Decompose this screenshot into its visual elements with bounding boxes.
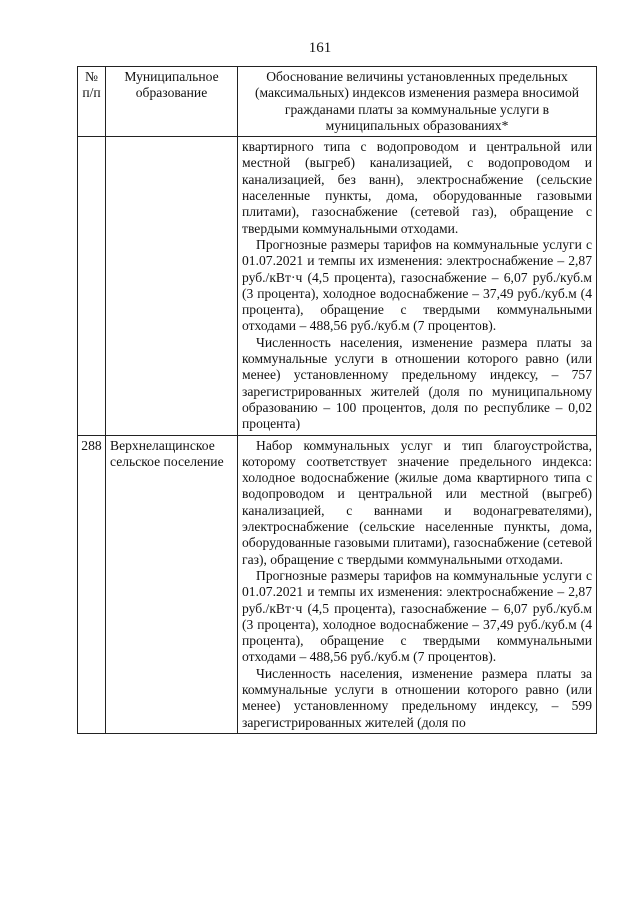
row-number: 288 <box>78 435 106 733</box>
header-justification: Обоснование величины установленных предельных (максимальных) индексов изменения размера вносимой гражданами платы за коммунальные услуги в муниципальных образованиях* <box>238 67 597 137</box>
row-number <box>78 137 106 435</box>
table-row <box>78 137 597 435</box>
table-header-row <box>78 67 597 137</box>
row-municipality: Верхнелащинское сельское поселение <box>106 435 238 733</box>
tariff-index-table <box>77 66 597 734</box>
justification-paragraph: Набор коммунальных услуг и тип благоустройства, которому соответствует значение предельного индекса: холодное водоснабжение (жилые дома квартирного типа с водопроводом и центральной или местной (выгреб) канализацией, с ваннами и водонагревателями), электроснабжение (сельские населенные пункты, дома, оборудованные газовыми плитами), газоснабжение (сетевой газ), обращение с твердыми коммунальными отходами. <box>242 437 592 567</box>
justification-paragraph: квартирного типа с водопроводом и центральной или местной (выгреб) канализацией, с водопроводом и канализацией, без ванн), электроснабжение (сельские населенные пункты, дома, оборудованные газовыми плитами), газоснабжение (сетевой газ), обращение с твердыми коммунальными отходами. <box>242 139 592 236</box>
header-number: № п/п <box>78 67 106 137</box>
justification-paragraph: Прогнозные размеры тарифов на коммунальные услуги с 01.07.2021 и темпы их изменения: электроснабжение – 2,87 руб./кВт·ч (4,5 процента), газоснабжение – 6,07 руб./куб.м (3 процента), холодное водоснабжение – 37,49 руб./куб.м (4 процента), обращение с твердыми коммунальными отходами – 488,56 руб./куб.м (7 процентов). <box>242 236 592 334</box>
page-number: 161 <box>308 40 332 56</box>
header-municipality: Муниципальное образование <box>106 67 238 137</box>
justification-paragraph: Численность населения, изменение размера платы за коммунальные услуги в отношении которого равно (или менее) установленному предельному индексу, – 757 зарегистрированных жителей (доля по муниципальному образованию – 100 процентов, доля по республике – 0,02 процента) <box>242 334 592 432</box>
justification-paragraph: Прогнозные размеры тарифов на коммунальные услуги с 01.07.2021 и темпы их изменения: электроснабжение – 2,87 руб./кВт·ч (4,5 процента), газоснабжение – 6,07 руб./куб.м (3 процента), холодное водоснабжение – 37,49 руб./куб.м (4 процента), обращение с твердыми коммунальными отходами – 488,56 руб./куб.м (7 процентов). <box>242 567 592 665</box>
table-row <box>78 435 597 733</box>
row-justification <box>238 137 597 435</box>
justification-paragraph: Численность населения, изменение размера платы за коммунальные услуги в отношении которого равно (или менее) установленному предельному индексу, – 599 зарегистрированных жителей (доля по <box>242 665 592 730</box>
row-municipality <box>106 137 238 435</box>
row-justification <box>238 435 597 733</box>
